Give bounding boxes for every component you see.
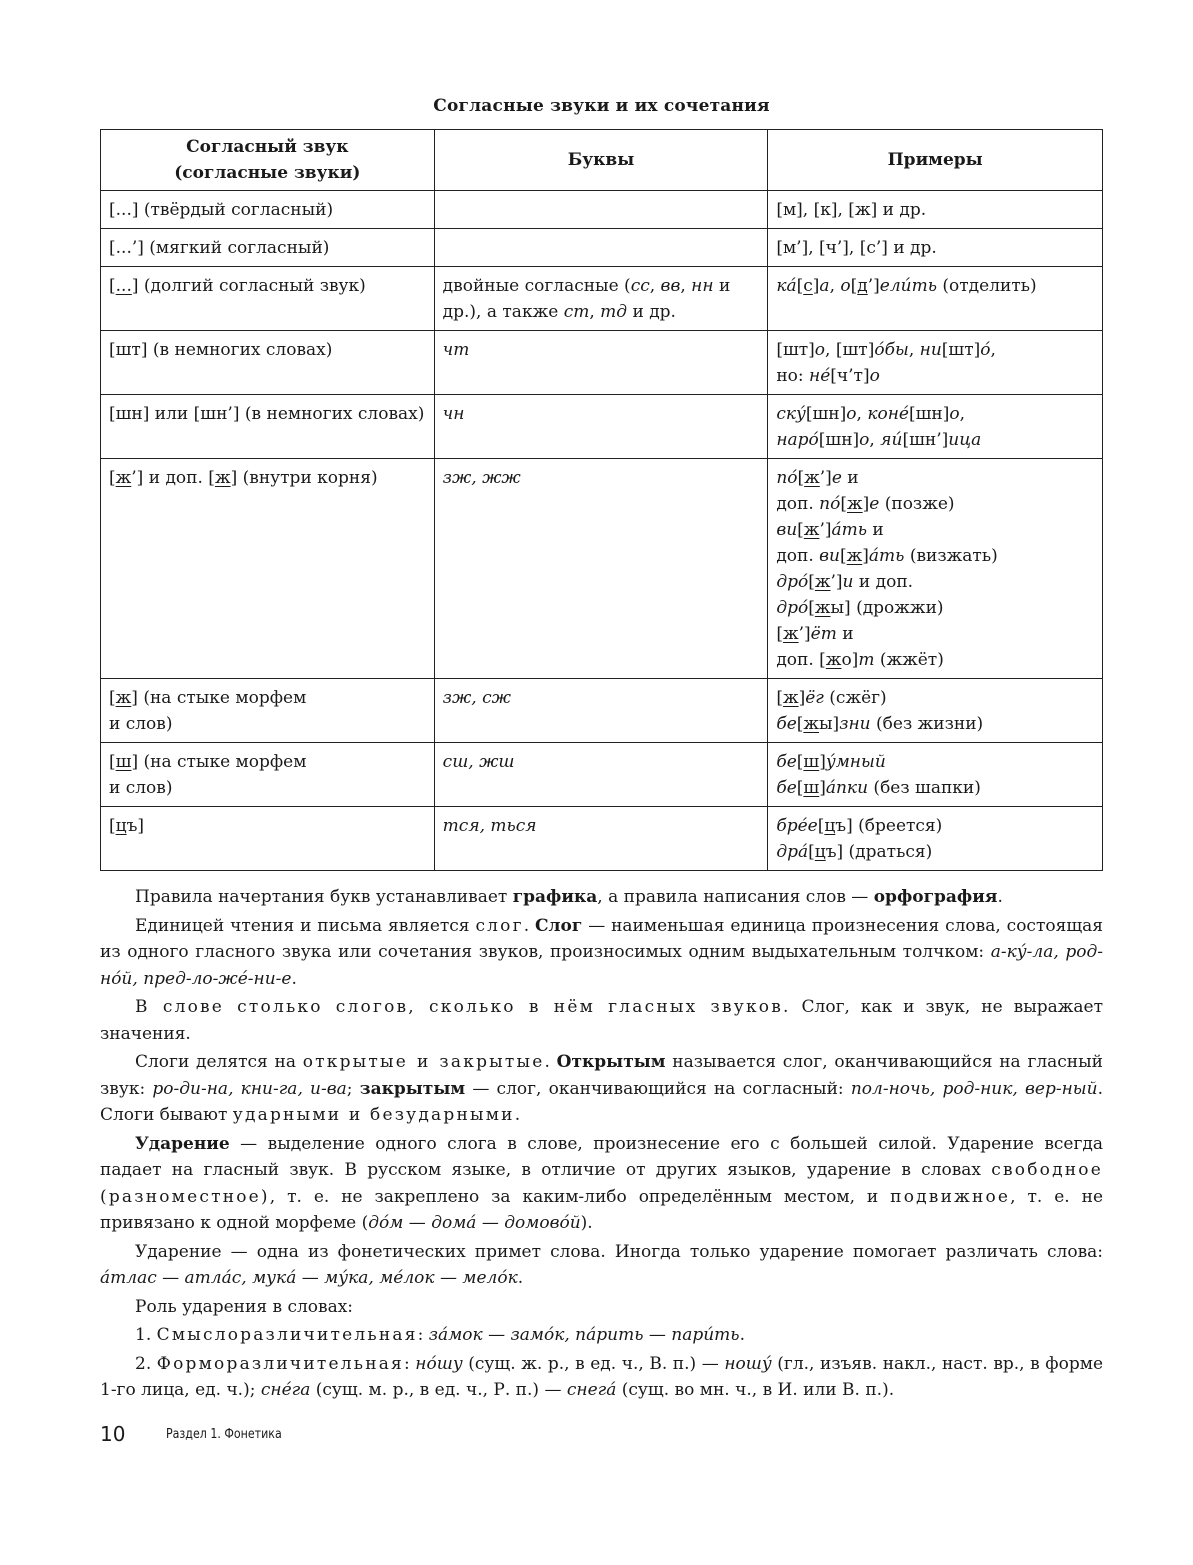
cell-letters: зж, жж [434, 459, 768, 679]
paragraph-graphics: Правила начертания букв устанавливает графика, а правила написания слов — орфография. [135, 887, 1003, 907]
header-letters: Буквы [434, 130, 768, 191]
paragraph-syllable-count: В слове столько слогов, сколько в нём гласных звуков. Слог, как и звук, не выражает значения. [100, 997, 1103, 1044]
cell-examples: [шт]о, [шт]о́бы, ни[шт]о́, но: не́[ч’т]о [768, 331, 1103, 395]
header-examples: Примеры [768, 130, 1103, 191]
table-row [101, 807, 1103, 871]
paragraph-stress-feature: Ударение — одна из фонетических примет слова. Иногда только ударение помогает различать слова: а́тлас — атла́с, мука́ — му́ка, ме́лок — мело́к. [100, 1241, 1103, 1288]
cell-letters: зж, сж [434, 679, 768, 743]
cell-letters: сш, жш [434, 743, 768, 807]
table-row [101, 459, 1103, 679]
table-row [101, 229, 1103, 267]
body-text [100, 884, 1103, 1404]
cell-examples: [м’], [ч’], [с’] и др. [768, 229, 1103, 267]
header-sound-line1: Согласный звук [186, 137, 349, 157]
cell-examples: [м], [к], [ж] и др. [768, 191, 1103, 229]
table-row [101, 267, 1103, 331]
table-header-row [101, 130, 1103, 191]
cell-letters: чт [434, 331, 768, 395]
cell-examples: бе[ш]у́мный бе[ш]а́пки (без шапки) [768, 743, 1103, 807]
cell-examples: ску́[шн]о, коне́[шн]о, наро́[шн]о, яи́[шн’]ица [768, 395, 1103, 459]
cell-sound: [шт] (в немногих словах) [101, 331, 435, 395]
cell-sound: [шн] или [шн’] (в немногих словах) [101, 395, 435, 459]
table-row [101, 395, 1103, 459]
cell-sound: [ж’] и доп. [ж] (внутри корня) [101, 459, 435, 679]
paragraph-open-closed: Слоги делятся на открытые и закрытые. Открытым называется слог, оканчивающийся на гласный звук: ро-ди-на, кни-га, и-ва; закрытым — слог, оканчивающийся на согласный: пол-ночь, род-ник, вер-ный. Слоги бывают ударными и безударными. [100, 1052, 1104, 1125]
cell-examples: бре́е[цъ] (бреется) дра́[цъ] (драться) [768, 807, 1103, 871]
cell-letters: тся, ться [434, 807, 768, 871]
table-row [101, 191, 1103, 229]
cell-letters: чн [434, 395, 768, 459]
table-row [101, 331, 1103, 395]
cell-letters: двойные согласные (сс, вв, нн и др.), а также ст, тд и др. [434, 267, 768, 331]
cell-letters [434, 191, 768, 229]
paragraph-stress-role: Роль ударения в словах: [135, 1296, 354, 1317]
cell-examples: ка́[с]а, о[д’]ели́ть (отделить) [768, 267, 1103, 331]
cell-letters [434, 229, 768, 267]
cell-sound: [...’] (мягкий согласный) [101, 229, 435, 267]
consonants-table [100, 129, 1103, 871]
table-row [101, 679, 1103, 743]
paragraph-syllable: Единицей чтения и письма является слог. Слог — наименьшая единица произнесения слова, состоящая из одного гласного звука или сочетания звуков, произносимых одним выдыхательным толчком: а-ку́-ла, род-но́й, пред-ло-жé-ни-е. [100, 915, 1103, 989]
section-title: Раздел 1. Фонетика [166, 1427, 282, 1442]
cell-examples: по́[ж’]е и доп. по́[ж]е (позже) ви[ж’]а́ть и доп. ви[ж]а́ть (визжать) дро́[ж’]и и доп. дро́[жы] (дрожжи) [ж’]ёт и доп. [жо]т (жжёт) [768, 459, 1103, 679]
header-sound-line2: (согласные звуки) [174, 163, 361, 183]
page-number: 10 [100, 1422, 126, 1446]
cell-sound: [...] (долгий согласный звук) [101, 267, 435, 331]
list-item-form: 2. Форморазличительная: но́шу (сущ. ж. р., в ед. ч., В. п.) — ношу́ (гл., изъяв. накл., наст. вр., в форме 1-го лица, ед. ч.); сне́га (сущ. м. р., в ед. ч., Р. п.) — снега́ (сущ. во мн. ч., в И. или В. п.). [100, 1353, 1104, 1400]
table-row [101, 743, 1103, 807]
cell-sound: [...] (твёрдый согласный) [101, 191, 435, 229]
page-footer [100, 1422, 500, 1452]
table-caption: Согласные звуки и их сочетания [433, 96, 770, 116]
paragraph-stress: Ударение — выделение одного слога в слове, произнесение его с большей силой. Ударение всегда падает на гласный звук. В русском языке, в отличие от других языков, ударение в словах свободное (разноместное), т. е. не закреплено за каким-либо определённым местом, и подвижное, т. е. не привязано к одной морфеме (до́м — дома́ — домово́й). [100, 1133, 1103, 1233]
cell-sound: [цъ] [101, 807, 435, 871]
cell-sound: [ш] (на стыке морфем и слов) [101, 743, 435, 807]
cell-sound: [ж] (на стыке морфем и слов) [101, 679, 435, 743]
list-item-semantic: 1. Смыслоразличительная: за́мок — замо́к, па́рить — пари́ть. [135, 1325, 745, 1345]
header-sound [101, 130, 435, 191]
cell-examples: [ж]ёг (сжёг) бе[жы]зни (без жизни) [768, 679, 1103, 743]
